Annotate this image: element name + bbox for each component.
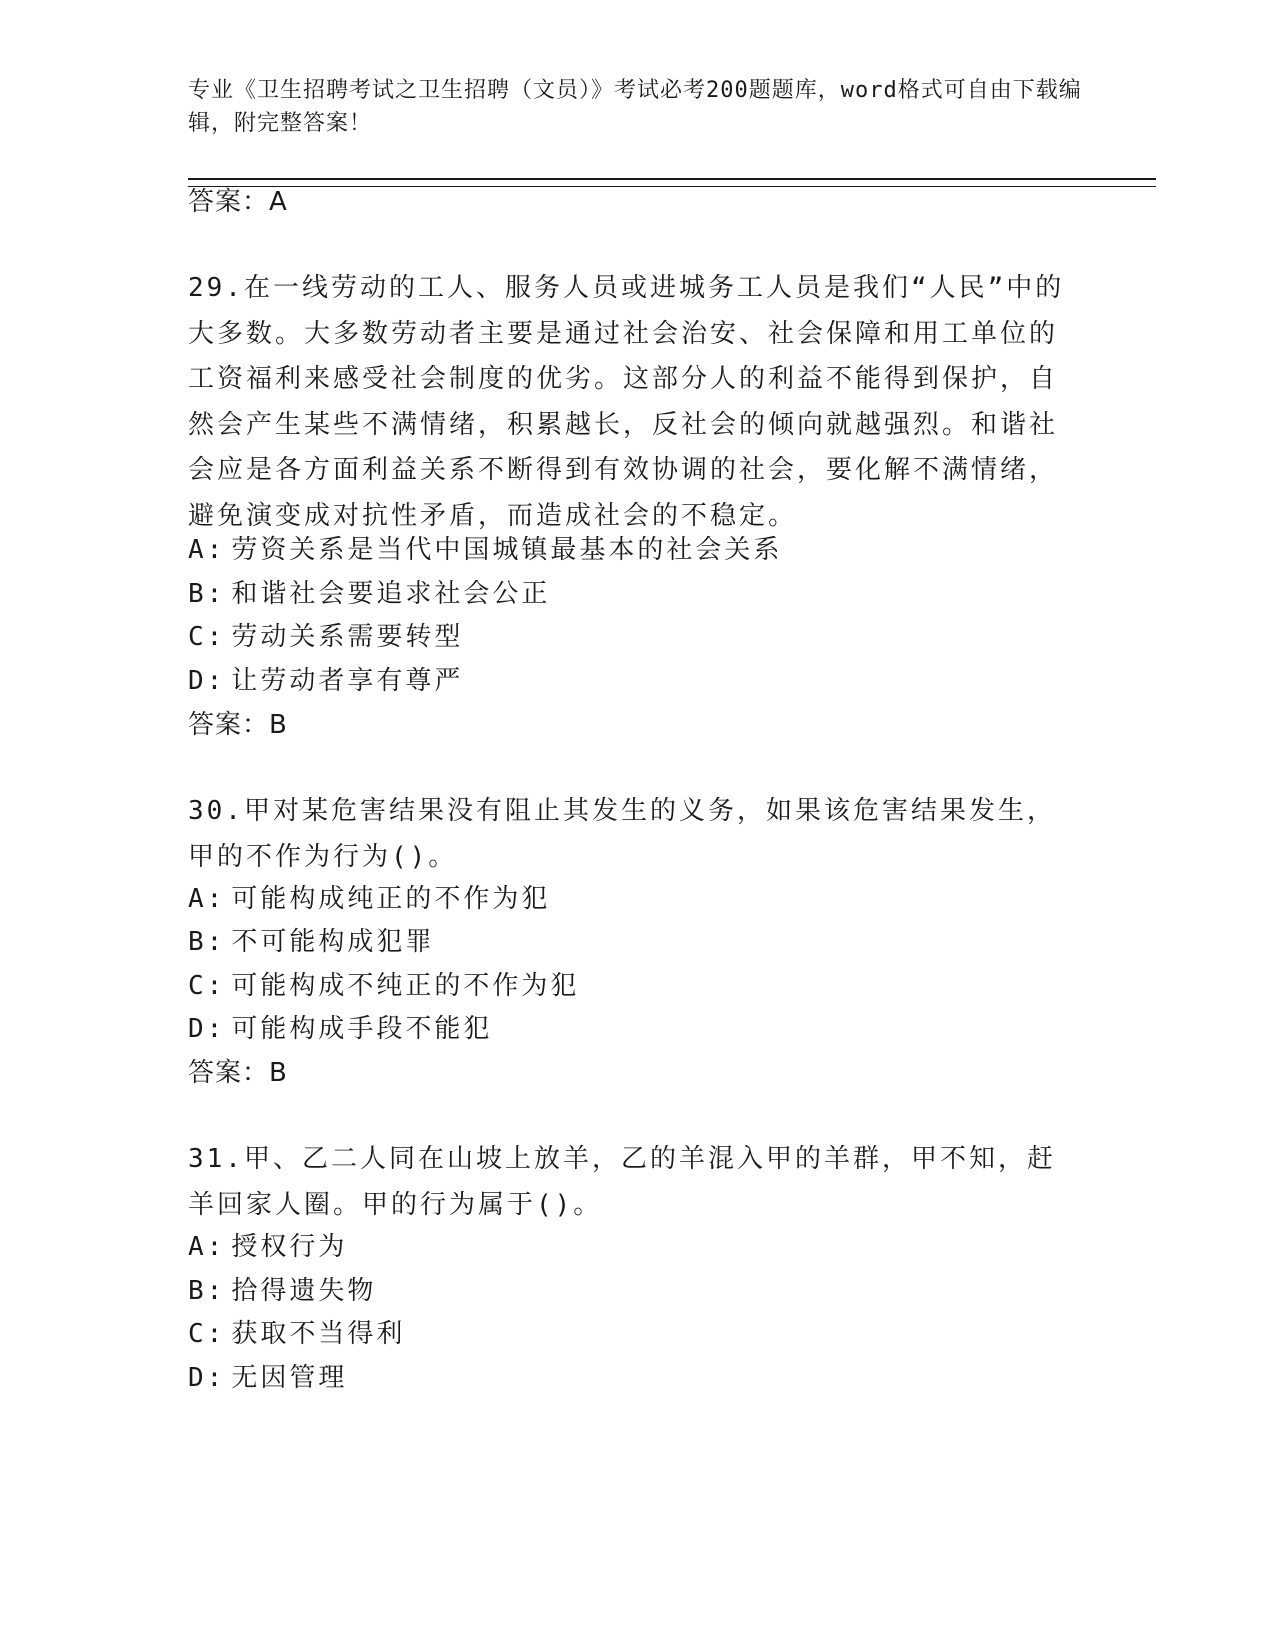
option-key: A: bbox=[188, 884, 226, 914]
option-c bbox=[188, 1318, 405, 1350]
option-key: A: bbox=[188, 1232, 226, 1262]
option-key: B: bbox=[188, 579, 226, 609]
option-key: C: bbox=[188, 971, 226, 1001]
option-a bbox=[188, 534, 782, 566]
question-text: 31.甲、乙二人同在山坡上放羊，乙的羊混入甲的羊群，甲不知，赶羊回家人圈。甲的行为属于()。 bbox=[188, 1144, 1056, 1220]
document-header: 专业《卫生招聘考试之卫生招聘（文员）》考试必考200题题库，word格式可自由下载编辑，附完整答案！ bbox=[188, 78, 1082, 136]
option-text: 和谐社会要追求社会公正 bbox=[231, 579, 551, 609]
answer-label: 答案：B bbox=[188, 710, 288, 740]
option-a bbox=[188, 883, 550, 915]
answer-label: 答案：B bbox=[188, 1058, 288, 1088]
question-text: 29.在一线劳动的工人、服务人员或进城务工人员是我们“人民”中的大多数。大多数劳动者主要是通过社会治安、社会保障和用工单位的工资福利来感受社会制度的优劣。这部分人的利益不能得到保护，自然会产生某些不满情绪，积累越长，反社会的倾向就越强烈。和谐社会应是各方面利益关系不断得到有效协调的社会，要化解不满情绪，避免演变成对抗性矛盾，而造成社会的不稳定。 bbox=[188, 273, 1065, 531]
option-text: 可能构成不纯正的不作为犯 bbox=[231, 971, 580, 1001]
header-divider bbox=[188, 178, 1156, 187]
option-text: 劳资关系是当代中国城镇最基本的社会关系 bbox=[231, 535, 783, 565]
option-a bbox=[188, 1231, 347, 1263]
option-d bbox=[188, 1013, 492, 1045]
option-key: D: bbox=[188, 1014, 226, 1044]
option-b bbox=[188, 926, 434, 958]
option-text: 拾得遗失物 bbox=[231, 1276, 377, 1306]
option-text: 让劳动者享有尊严 bbox=[231, 666, 464, 696]
option-text: 获取不当得利 bbox=[231, 1319, 406, 1349]
option-text: 不可能构成犯罪 bbox=[231, 927, 435, 957]
option-d bbox=[188, 1362, 347, 1394]
option-c bbox=[188, 621, 463, 653]
option-key: A: bbox=[188, 535, 226, 565]
option-key: B: bbox=[188, 1276, 226, 1306]
option-b bbox=[188, 1275, 376, 1307]
option-b bbox=[188, 578, 550, 610]
option-key: B: bbox=[188, 927, 226, 957]
answer-label: 答案：A bbox=[188, 187, 288, 217]
option-text: 无因管理 bbox=[231, 1363, 348, 1393]
option-key: C: bbox=[188, 622, 226, 652]
option-d bbox=[188, 665, 463, 697]
option-key: D: bbox=[188, 1363, 226, 1393]
option-key: C: bbox=[188, 1319, 226, 1349]
option-text: 可能构成手段不能犯 bbox=[231, 1014, 493, 1044]
question-text: 30.甲对某危害结果没有阻止其发生的义务，如果该危害结果发生，甲的不作为行为()。 bbox=[188, 796, 1056, 872]
option-text: 可能构成纯正的不作为犯 bbox=[231, 884, 551, 914]
option-text: 授权行为 bbox=[231, 1232, 348, 1262]
option-text: 劳动关系需要转型 bbox=[231, 622, 464, 652]
option-c bbox=[188, 970, 579, 1002]
option-key: D: bbox=[188, 666, 226, 696]
